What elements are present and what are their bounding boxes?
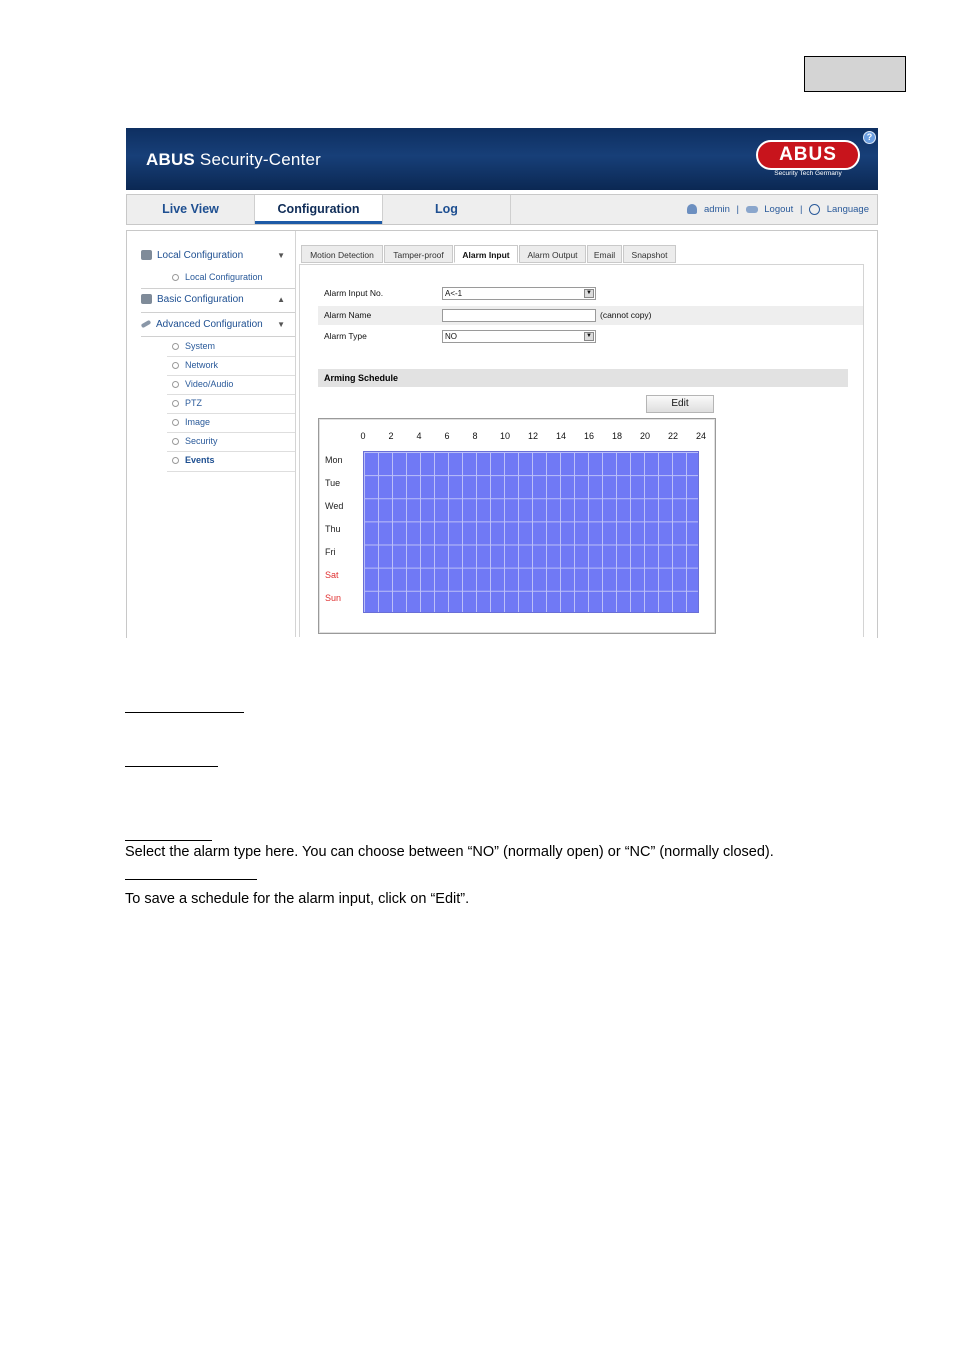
sidebar-item-events[interactable]: Events: [172, 451, 215, 469]
bullet-icon: [172, 381, 179, 388]
language-link[interactable]: Language: [826, 204, 869, 215]
tab-email[interactable]: Email: [587, 245, 622, 263]
bullet-icon: [172, 400, 179, 407]
abus-logo: ABUS: [756, 140, 860, 170]
logo-tagline: Security Tech Germany: [774, 170, 842, 177]
bullet-icon: [172, 457, 179, 464]
logout-icon: [746, 206, 758, 213]
day-label-sun: Sun: [325, 593, 342, 603]
alarm-name-label: Alarm Name: [324, 310, 372, 320]
chevron-down-icon: ▼: [277, 320, 285, 329]
dropdown-arrow-icon: ▼: [584, 289, 594, 298]
schedule-grid[interactable]: [363, 451, 699, 613]
hour-label: 0: [360, 431, 366, 441]
user-name[interactable]: admin: [704, 204, 730, 215]
hour-label: 2: [388, 431, 394, 441]
camera-icon: [141, 250, 152, 260]
dropdown-arrow-icon: ▼: [584, 332, 594, 341]
logout-link[interactable]: Logout: [764, 204, 794, 215]
alarm-type-select[interactable]: [442, 330, 596, 343]
hour-label: 10: [499, 431, 510, 441]
tab-tamper-proof[interactable]: Tamper-proof: [384, 245, 453, 263]
page-number-box: [804, 56, 906, 92]
bullet-icon: [172, 274, 179, 281]
tab-alarm-input[interactable]: Alarm Input: [454, 245, 518, 263]
tab-alarm-output[interactable]: Alarm Output: [519, 245, 586, 263]
day-label-mon: Mon: [325, 455, 343, 465]
help-icon[interactable]: ?: [863, 131, 876, 144]
alarm-input-no-value: A<-1: [445, 289, 463, 298]
alarm-type-row: [318, 327, 863, 346]
day-label-fri: Fri: [325, 547, 336, 557]
sidebar-advanced-configuration[interactable]: Advanced Configuration ▼: [141, 314, 293, 336]
hour-label: 14: [555, 431, 566, 441]
heading-underline-alarm-name: [125, 766, 218, 767]
alarm-name-note: (cannot copy): [600, 310, 652, 320]
nav-separator: |: [799, 204, 803, 215]
sidebar-item-local-configuration[interactable]: Local Configuration: [172, 268, 263, 286]
day-label-sat: Sat: [325, 570, 339, 580]
alarm-input-no-label: Alarm Input No.: [324, 288, 384, 298]
tab-snapshot[interactable]: Snapshot: [623, 245, 676, 263]
chevron-up-icon: ▲: [277, 295, 285, 304]
hour-label: 6: [444, 431, 450, 441]
screenshot-frame: [126, 128, 878, 638]
arming-schedule: [318, 418, 716, 634]
hour-label: 12: [527, 431, 538, 441]
user-icon: [687, 204, 697, 214]
alarm-type-description: Select the alarm type here. You can choose between “NO” (normally open) or “NC” (normally closed).: [125, 844, 774, 860]
alarm-input-panel: [299, 264, 864, 637]
config-content: [126, 230, 878, 638]
sidebar-local-configuration[interactable]: Local Configuration ▼: [141, 245, 293, 267]
hour-label: 16: [583, 431, 594, 441]
arming-schedule-header: Arming Schedule: [318, 369, 848, 387]
sidebar-item-video-audio[interactable]: Video/Audio: [172, 375, 233, 393]
alarm-name-row: [318, 306, 863, 325]
alarm-name-input[interactable]: [442, 309, 596, 322]
bullet-icon: [172, 438, 179, 445]
app-title: ABUS Security-Center: [146, 150, 322, 169]
heading-underline-alarm-type: [125, 840, 212, 841]
sidebar-item-system[interactable]: System: [172, 337, 215, 355]
sidebar-item-network[interactable]: Network: [172, 356, 218, 374]
hour-label: 18: [611, 431, 622, 441]
bullet-icon: [172, 362, 179, 369]
tab-motion-detection[interactable]: Motion Detection: [301, 245, 383, 263]
alarm-input-no-row: [318, 284, 863, 303]
day-label-tue: Tue: [325, 478, 341, 488]
schedule-description: To save a schedule for the alarm input, click on “Edit”.: [125, 891, 470, 907]
sidebar: [127, 231, 296, 637]
alarm-input-no-select[interactable]: [442, 287, 596, 300]
main-nav: [126, 194, 878, 225]
edit-button[interactable]: Edit: [646, 395, 714, 413]
bullet-icon: [172, 343, 179, 350]
hour-label: 8: [472, 431, 478, 441]
day-label-wed: Wed: [325, 501, 344, 511]
sidebar-item-ptz[interactable]: PTZ: [172, 394, 202, 412]
tab-configuration[interactable]: Configuration: [255, 195, 382, 224]
chevron-down-icon: ▼: [277, 251, 285, 260]
globe-icon: [809, 204, 820, 215]
tab-live-view[interactable]: Live View: [162, 202, 219, 216]
hour-label: 20: [639, 431, 650, 441]
app-header: [126, 128, 878, 190]
sidebar-item-security[interactable]: Security: [172, 432, 218, 450]
day-label-thu: Thu: [325, 524, 341, 534]
heading-underline-arming-schedule: [125, 879, 257, 880]
alarm-type-label: Alarm Type: [324, 331, 367, 341]
nav-user-area: [683, 195, 869, 224]
sidebar-item-image[interactable]: Image: [172, 413, 210, 431]
hour-label: 22: [667, 431, 678, 441]
hour-label: 4: [416, 431, 422, 441]
config-icon: [141, 294, 152, 304]
sidebar-basic-configuration[interactable]: Basic Configuration ▲: [141, 289, 293, 311]
hour-label: 24: [695, 431, 706, 441]
heading-underline-alarm-input-no: [125, 712, 244, 713]
tab-log[interactable]: Log: [435, 202, 458, 216]
bullet-icon: [172, 419, 179, 426]
alarm-type-value: NO: [445, 332, 457, 341]
wrench-icon: [141, 320, 152, 328]
nav-separator: |: [736, 204, 739, 215]
